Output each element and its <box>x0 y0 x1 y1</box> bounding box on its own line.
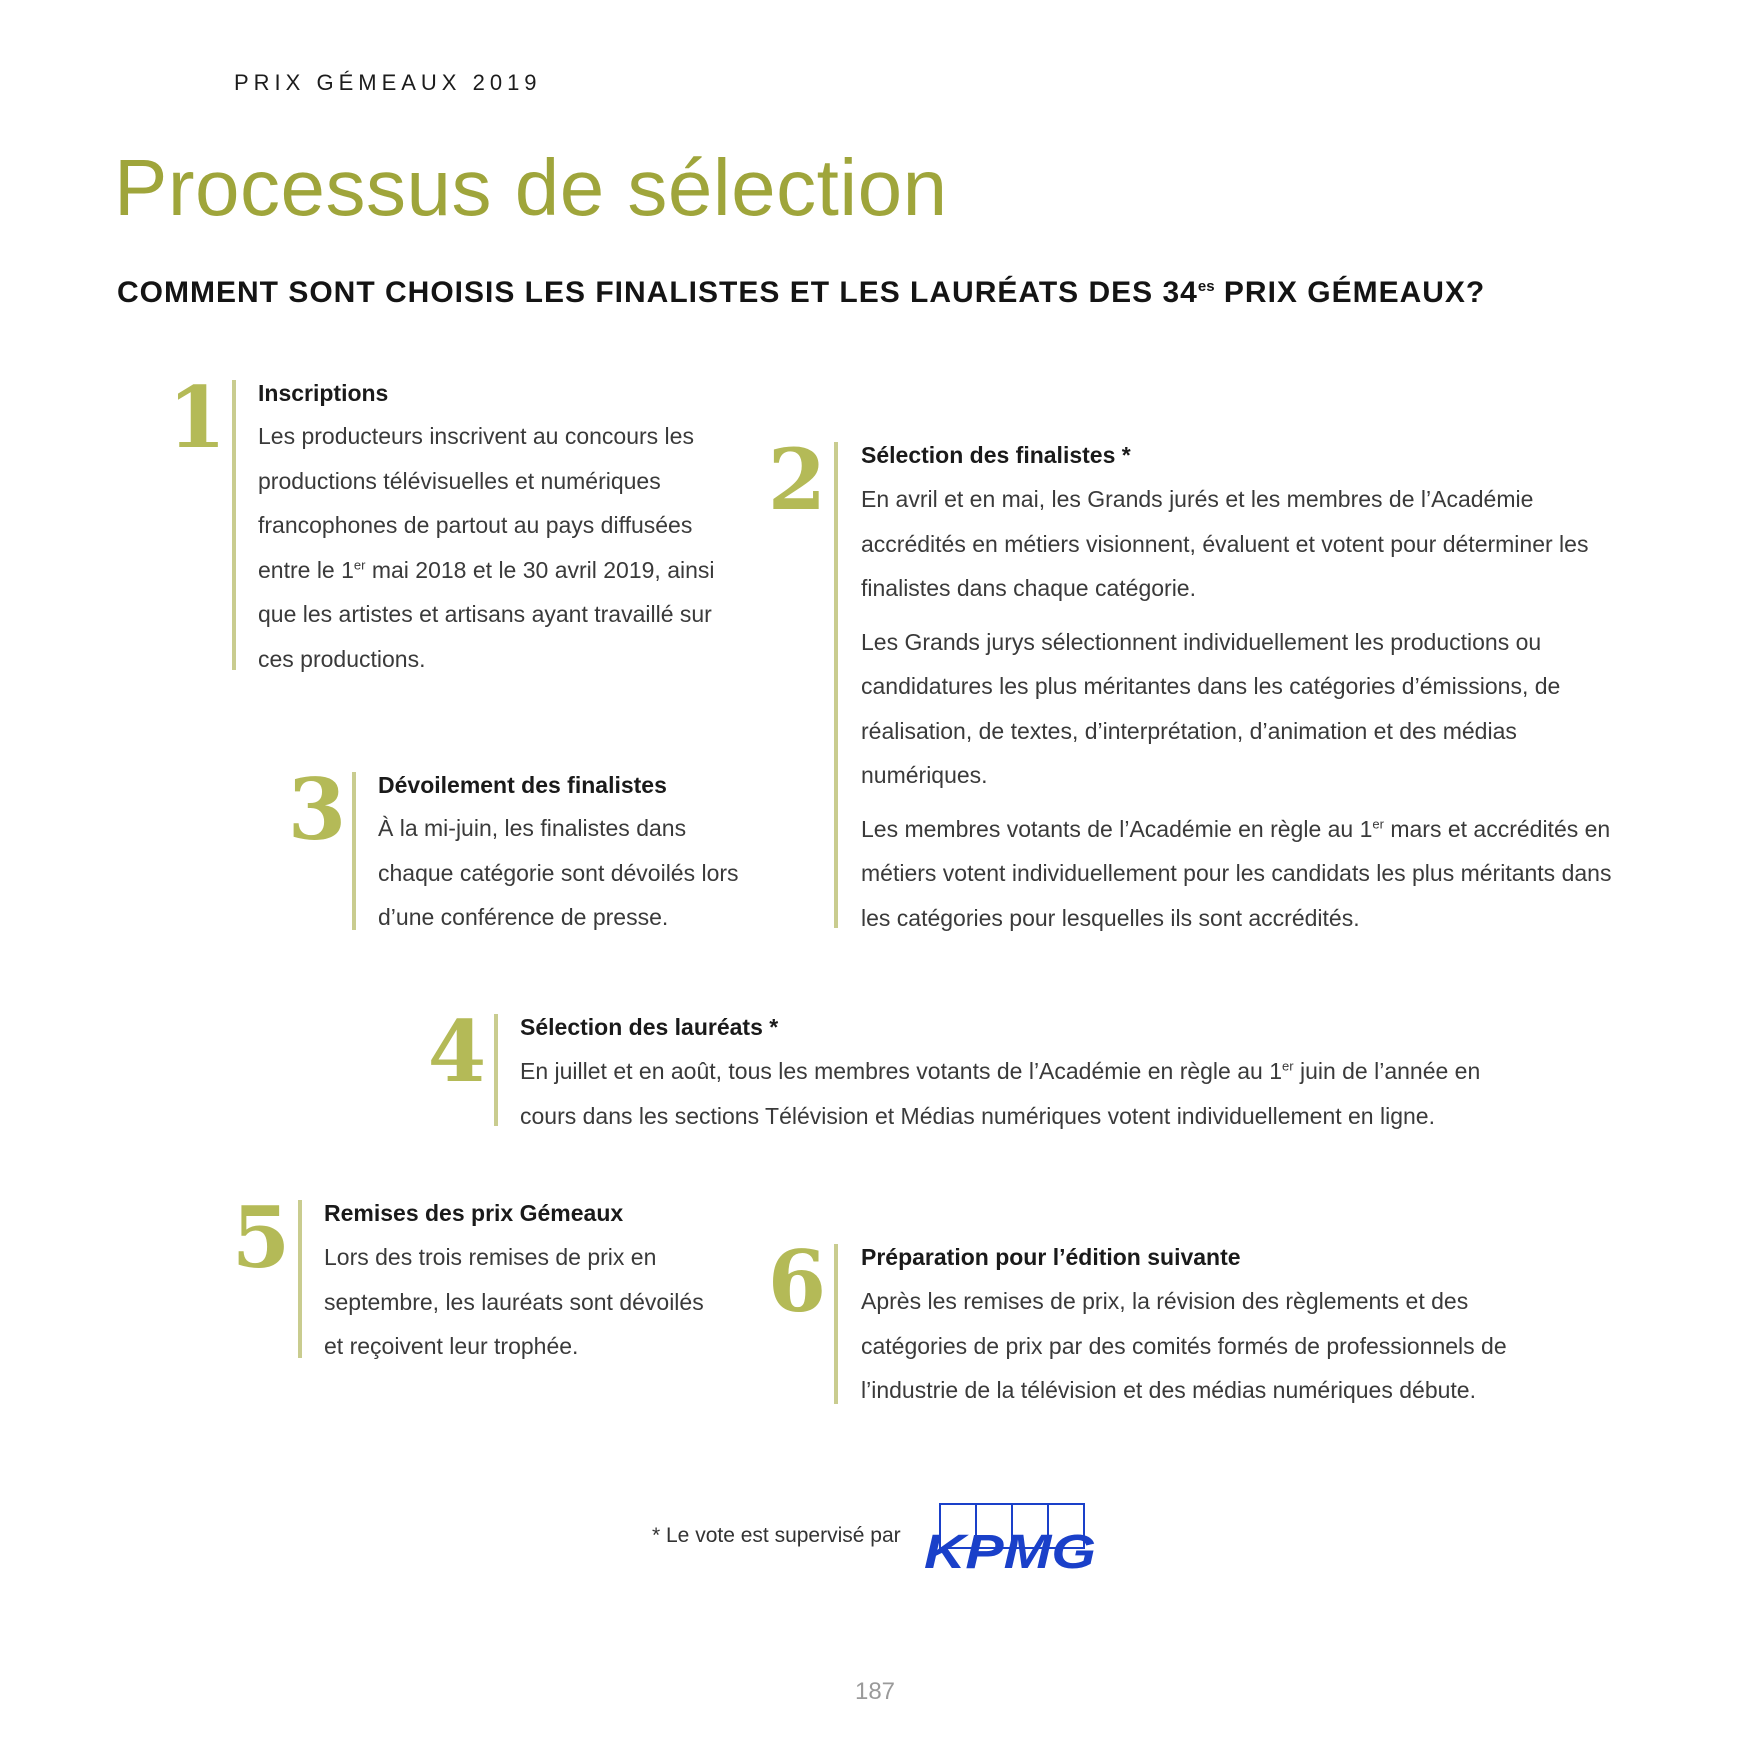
step-5-number: 5 <box>231 1188 291 1287</box>
step-1-superscript: er <box>353 556 366 572</box>
step-3-divider <box>352 772 356 930</box>
subtitle <box>117 276 1485 310</box>
step-4-number: 4 <box>427 1002 487 1101</box>
step-5-divider <box>298 1200 302 1358</box>
step-2-superscript: er <box>1372 815 1384 831</box>
step-2-paragraph-3-b: mars et accrédités en métiers votent individuellement pour les candidats les plus méritants dans les catégories pour lesquelles ils sont accrédités. <box>861 815 1612 931</box>
step-4-text-b: juin de l’année en cours dans les sections Télévision et Médias numériques votent individuellement en ligne. <box>520 1058 1481 1129</box>
step-2-number: 2 <box>767 430 827 529</box>
step-3-number: 3 <box>287 760 347 859</box>
step-2-text <box>861 477 1631 940</box>
step-4-superscript: er <box>1282 1058 1294 1074</box>
step-1-text <box>258 414 728 681</box>
subtitle-text: COMMENT SONT CHOISIS LES FINALISTES ET LES LAURÉATS DES 34 <box>117 276 1198 309</box>
step-6-divider <box>834 1244 838 1404</box>
step-2-paragraph-3-a: Les membres votants de l’Académie en règle au 1 <box>861 815 1373 842</box>
step-4-heading: Sélection des lauréats * <box>520 1014 779 1040</box>
subtitle-superscript: es <box>1197 278 1215 295</box>
kpmg-logo <box>920 1500 1100 1572</box>
page-number: 187 <box>854 1678 896 1705</box>
step-3-text: À la mi-juin, les finalistes dans chaque catégorie sont dévoilés lors d’une conférence de presse. <box>378 815 739 930</box>
step-4-divider <box>494 1014 498 1126</box>
step-6-number: 6 <box>767 1232 827 1331</box>
step-1-divider <box>232 380 236 670</box>
step-6-heading: Préparation pour l’édition suivante <box>861 1244 1241 1270</box>
step-1-number: 1 <box>167 368 227 467</box>
step-1-text-b: mai 2018 et le 30 avril 2019, ainsi que les artistes et artisans ayant travaillé sur ces productions. <box>258 556 715 672</box>
kpmg-logo-text: KPMG <box>924 1526 1096 1572</box>
page-title: Processus de sélection <box>114 143 948 232</box>
step-2-paragraph-3 <box>861 807 1631 941</box>
step-2-heading: Sélection des finalistes * <box>861 442 1131 468</box>
step-2-paragraph-1: En avril et en mai, les Grands jurés et les membres de l’Académie accrédités en métiers visionnent, évaluent et votent pour déterminer les finalistes dans chaque catégorie. <box>861 486 1589 601</box>
step-2-divider <box>834 442 838 928</box>
step-1-heading: Inscriptions <box>258 380 389 406</box>
footnote: * Le vote est supervisé par <box>652 1524 901 1547</box>
step-2-paragraph-2: Les Grands jurys sélectionnent individuellement les productions ou candidatures les plus méritantes dans les catégories d’émissions, de réalisation, de textes, d’interprétation, d’animation et des médias numériques. <box>861 628 1561 788</box>
step-5-heading: Remises des prix Gémeaux <box>324 1200 624 1226</box>
step-5-text: Lors des trois remises de prix en septembre, les lauréats sont dévoilés et reçoivent leur trophée. <box>324 1244 704 1359</box>
running-header: PRIX GÉMEAUX 2019 <box>234 70 542 95</box>
step-1-text-a: Les producteurs inscrivent au concours les productions télévisuelles et numériques francophones de partout au pays diffusées entre le 1 <box>258 423 694 583</box>
step-6-text: Après les remises de prix, la révision des règlements et des catégories de prix par des comités formés de professionnels de l’industrie de la télévision et des médias numériques débute. <box>861 1288 1507 1403</box>
step-4-text-a: En juillet et en août, tous les membres votants de l’Académie en règle au 1 <box>520 1058 1282 1084</box>
subtitle-text-end: PRIX GÉMEAUX? <box>1214 276 1486 309</box>
step-3-heading: Dévoilement des finalistes <box>378 772 667 798</box>
step-4-text <box>520 1049 1520 1138</box>
